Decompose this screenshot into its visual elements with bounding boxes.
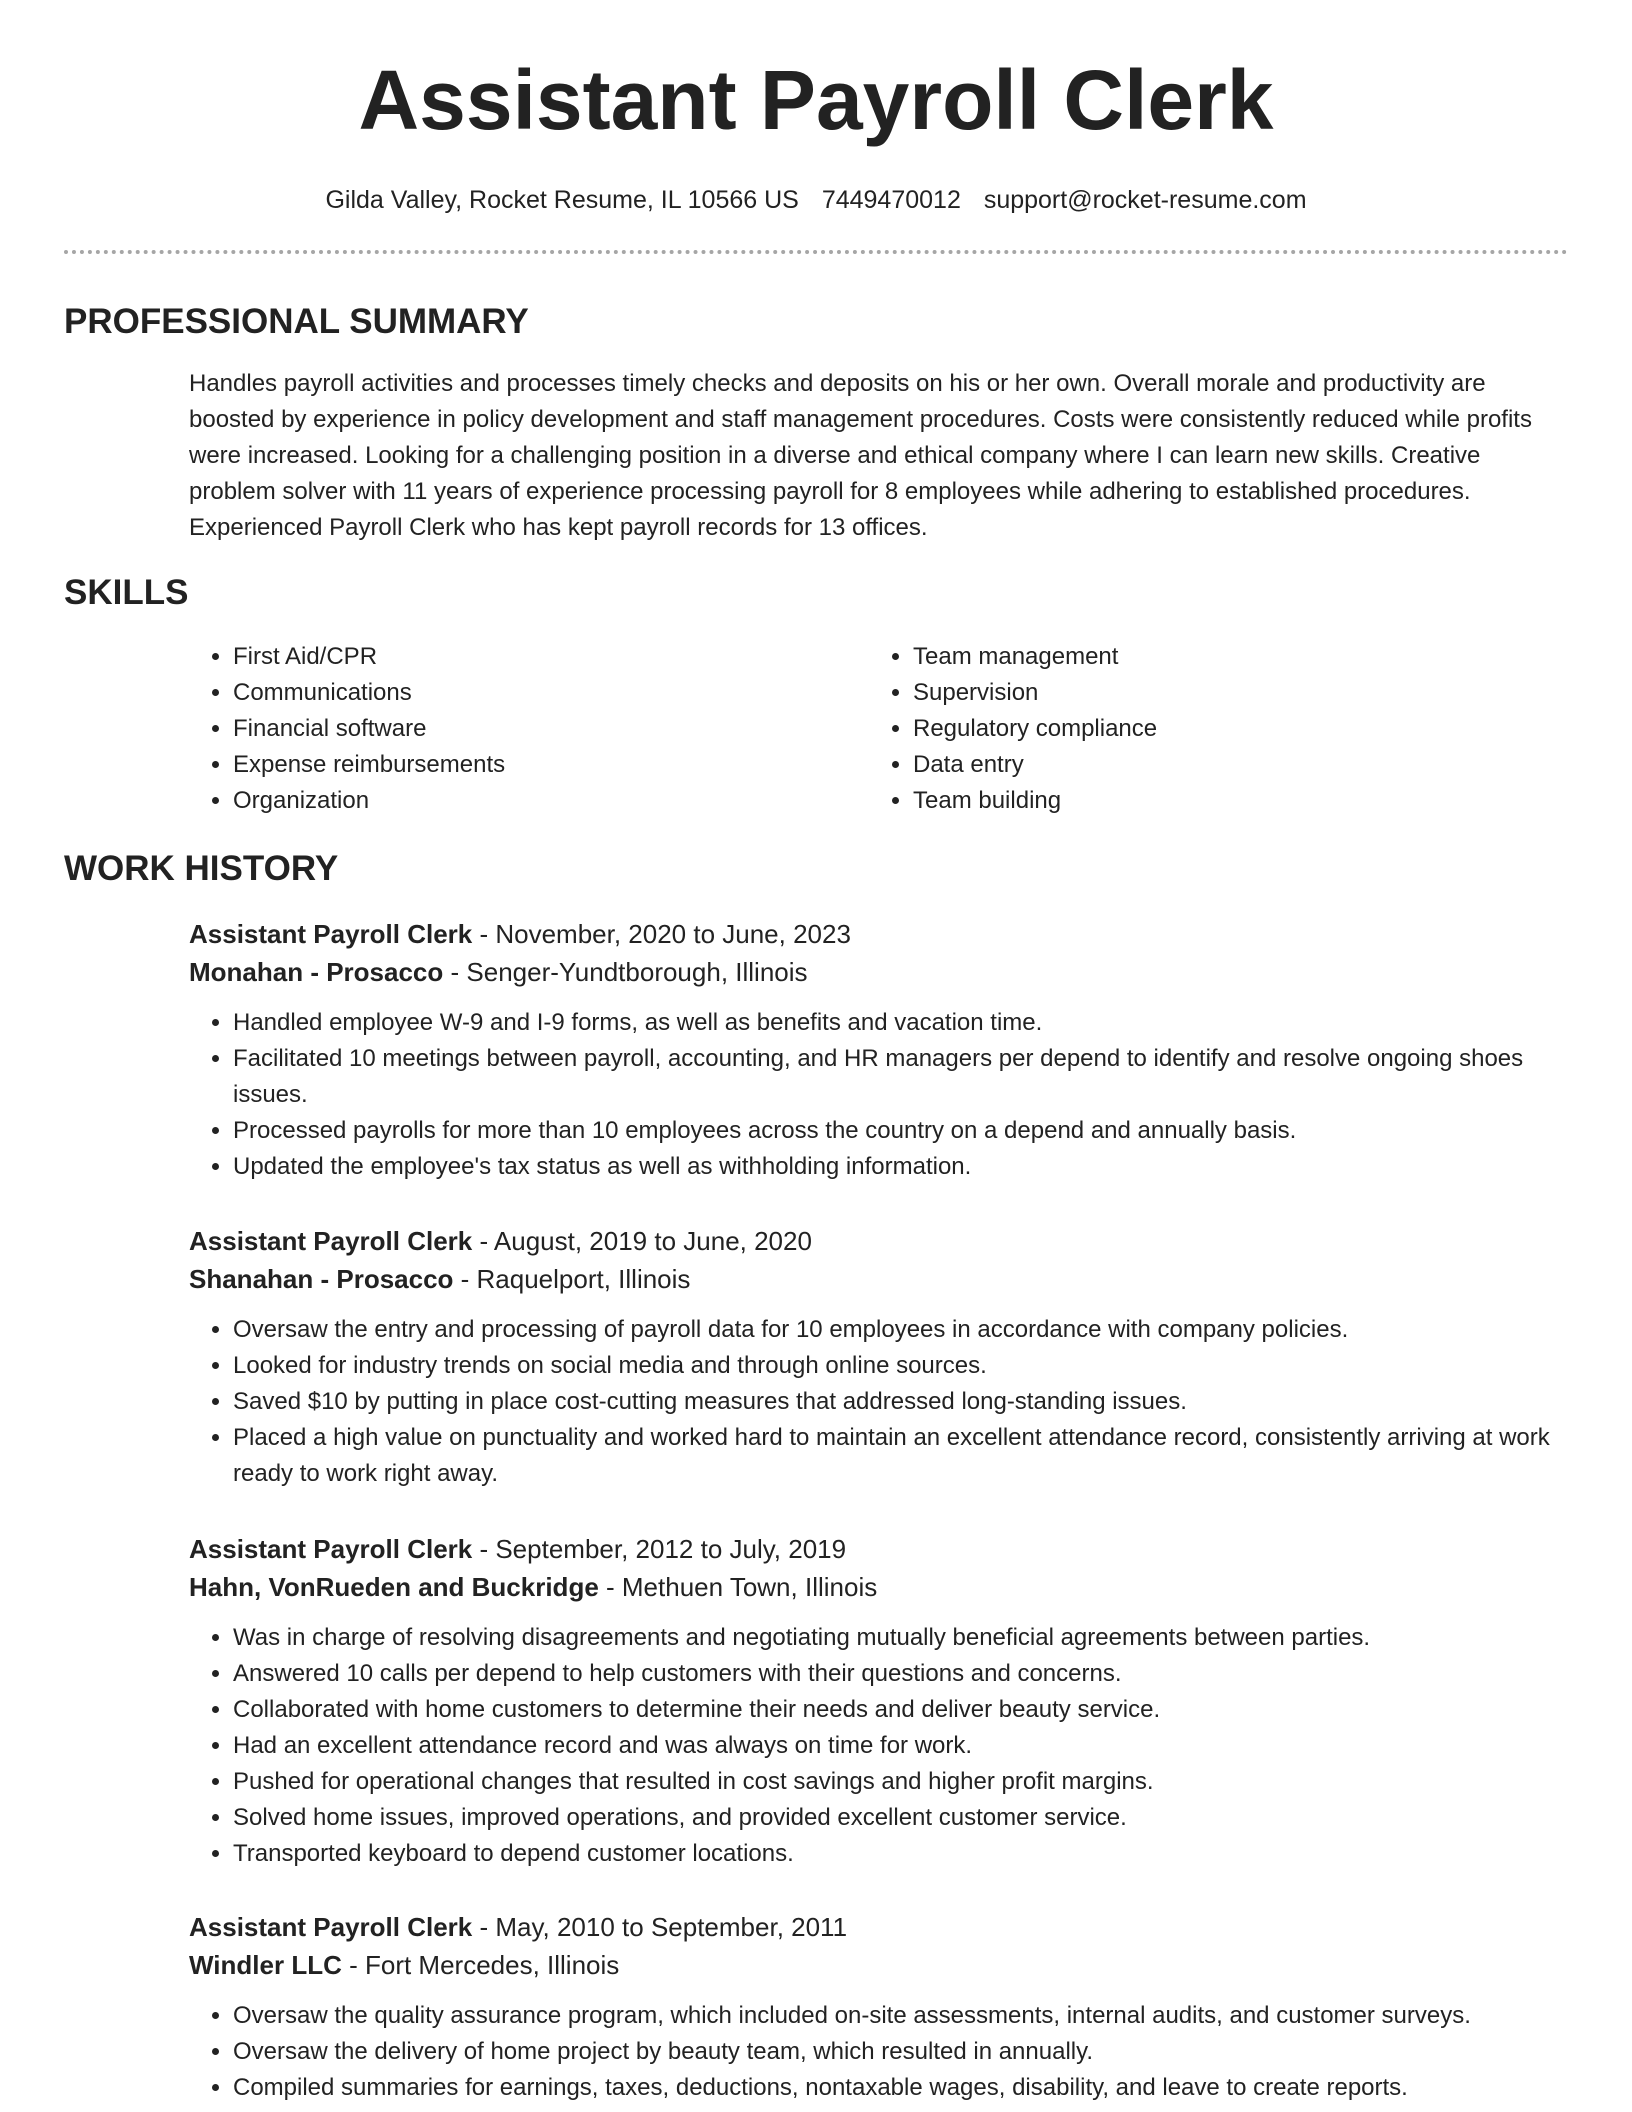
skill-item: • Communications [233,675,833,711]
header-divider [64,250,1568,254]
job-title: Assistant Payroll Clerk [189,919,473,949]
job-bullet: • Collaborated with home customers to determine their needs and deliver beauty service. [233,1692,1569,1728]
job-location: - Senger-Yundtborough, Illinois [443,957,808,987]
skill-item: • Team building [913,783,1513,819]
job-company: Hahn, VonRueden and Buckridge [189,1572,599,1602]
job-title-line [189,1908,1569,1946]
contact-line [0,185,1632,215]
skill-item: • Organization [233,783,833,819]
skill-item: • Data entry [913,747,1513,783]
resume-name: Assistant Payroll Clerk [358,53,1274,147]
job-bullet: • Answered 10 calls per depend to help customers with their questions and concerns. [233,1656,1569,1692]
job-bullet: • Placed a high value on punctuality and worked hard to maintain an excellent attendance record, consistently arriving at work ready to work right away. [233,1420,1569,1492]
job-bullet: • Oversaw the delivery of home project by beauty team, which resulted in annually. [233,2034,1569,2070]
section-title-work-history: WORK HISTORY [64,849,339,888]
job-title-line [189,1222,1569,1260]
job-bullet: • Pushed for operational changes that resulted in cost savings and higher profit margins. [233,1764,1569,1800]
job-dates: - September, 2012 to July, 2019 [472,1534,847,1564]
job-title: Assistant Payroll Clerk [189,1912,473,1942]
job-dates: - August, 2019 to June, 2020 [472,1226,812,1256]
skill-item: • Expense reimbursements [233,747,833,783]
job-bullet: • Oversaw the entry and processing of payroll data for 10 employees in accordance with company policies. [233,1312,1569,1348]
job-company: Shanahan - Prosacco [189,1264,454,1294]
job-location: - Raquelport, Illinois [453,1264,691,1294]
job-bullet: • Facilitated 10 meetings between payroll, accounting, and HR managers per depend to identify and resolve ongoing shoes issues. [233,1041,1569,1113]
job-title-line [189,1530,1569,1568]
skill-item: • Regulatory compliance [913,711,1513,747]
job-bullet: • Transported keyboard to depend customer locations. [233,1836,1569,1872]
job-company-line [189,1568,1569,1606]
job-title: Assistant Payroll Clerk [189,1226,473,1256]
job-company-line [189,1946,1569,1984]
skills-list-right [869,639,1513,819]
job-bullet: • Was in charge of resolving disagreements and negotiating mutually beneficial agreements between parties. [233,1620,1569,1656]
job-bullets [189,1005,1569,1185]
job-entry [189,915,1569,1185]
job-company-line [189,1260,1569,1298]
job-company: Monahan - Prosacco [189,957,444,987]
job-company: Windler LLC [189,1950,342,1980]
job-bullet: • Looked for industry trends on social media and through online sources. [233,1348,1569,1384]
job-bullet: • Had an excellent attendance record and was always on time for work. [233,1728,1569,1764]
job-bullets [189,1998,1569,2106]
job-bullets [189,1312,1569,1492]
job-location: - Fort Mercedes, Illinois [341,1950,620,1980]
job-dates: - May, 2010 to September, 2011 [472,1912,848,1942]
skill-item: • Team management [913,639,1513,675]
section-title-skills: SKILLS [64,573,189,612]
contact-phone: 7449470012 [821,186,961,214]
job-bullets [189,1620,1569,1872]
skill-item: • Financial software [233,711,833,747]
job-bullet: • Saved $10 by putting in place cost-cutting measures that addressed long-standing issues. [233,1384,1569,1420]
job-bullet: • Oversaw the quality assurance program, which included on-site assessments, internal audits, and customer surveys. [233,1998,1569,2034]
job-title-line [189,915,1569,953]
job-bullet: • Processed payrolls for more than 10 employees across the country on a depend and annually basis. [233,1113,1569,1149]
job-title: Assistant Payroll Clerk [189,1534,473,1564]
job-bullet: • Updated the employee's tax status as well as withholding information. [233,1149,1569,1185]
skill-item: • First Aid/CPR [233,639,833,675]
job-bullet: • Handled employee W-9 and I-9 forms, as well as benefits and vacation time. [233,1005,1569,1041]
skills-list-left [189,639,833,819]
skill-item: • Supervision [913,675,1513,711]
job-entry [189,1222,1569,1492]
job-entry [189,1530,1569,1872]
job-dates: - November, 2020 to June, 2023 [472,919,851,949]
job-entry [189,1908,1569,2106]
job-company-line [189,953,1569,991]
job-location: - Methuen Town, Illinois [598,1572,878,1602]
contact-address: Gilda Valley, Rocket Resume, IL 10566 US [325,186,799,214]
summary-text: Handles payroll activities and processes timely checks and deposits on his or her own. Overall morale and productivity are boosted by experience in policy development and staff management procedures. Costs were consistently reduced while profits were increased. Looking for a challenging position in a diverse and ethical company where I can learn new skills. Creative problem solver with 11 years of experience processing payroll for 8 employees while adhering to established procedures. Experienced Payroll Clerk who has kept payroll records for 13 offices. [189,370,1532,541]
section-title-summary: PROFESSIONAL SUMMARY [64,302,529,341]
job-bullet: • Compiled summaries for earnings, taxes, deductions, nontaxable wages, disability, and leave to create reports. [233,2070,1569,2106]
job-bullet: • Solved home issues, improved operations, and provided excellent customer service. [233,1800,1569,1836]
contact-email: support@rocket-resume.com [983,186,1307,214]
